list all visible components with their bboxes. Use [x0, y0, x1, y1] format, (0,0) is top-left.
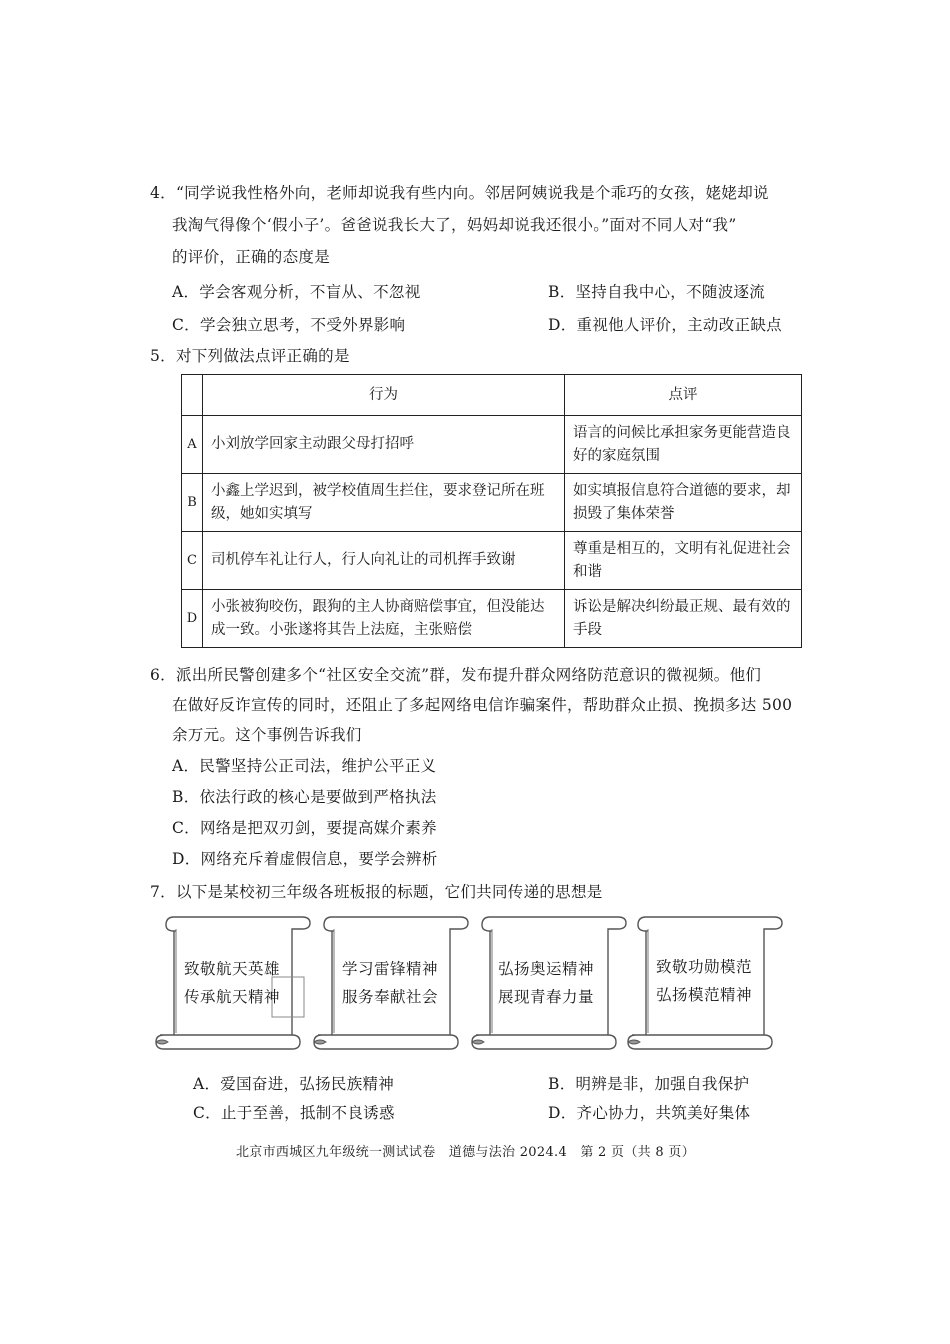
scroll-3-line-2: 展现青春力量 [498, 988, 595, 1006]
q5-row-comment-c: 尊重是相互的，文明有礼促进社会和谐 [565, 532, 802, 590]
q5-row-label-c: C [182, 532, 203, 590]
q5-row-action-b: 小鑫上学迟到，被学校值周生拦住，要求登记所在班级，她如实填写 [203, 474, 565, 532]
q7-stem: 7．以下是某校初三年级各班板报的标题，它们共同传递的思想是 [150, 883, 603, 901]
q7-option-c[interactable]: C．止于至善，抵制不良诱惑 [193, 1104, 395, 1122]
q5-row-label-b: B [182, 474, 203, 532]
q4-stem-line-3: 的评价，正确的态度是 [172, 248, 331, 266]
scroll-2-line-1: 学习雷锋精神 [342, 960, 439, 978]
q5-stem: 5．对下列做法点评正确的是 [150, 347, 350, 365]
table-row [182, 416, 802, 474]
scroll-1-line-2: 传承航天精神 [184, 988, 281, 1006]
scroll-4-line-2: 弘扬模范精神 [656, 986, 753, 1004]
scroll-banner-1 [152, 905, 312, 1055]
q4-option-d[interactable]: D．重视他人评价，主动改正缺点 [548, 316, 782, 334]
q4-option-c[interactable]: C．学会独立思考，不受外界影响 [172, 316, 406, 334]
q5-row-comment-a: 语言的问候比承担家务更能营造良好的家庭氛围 [565, 416, 802, 474]
q7-option-d[interactable]: D．齐心协力，共筑美好集体 [548, 1104, 751, 1122]
q5-row-action-c: 司机停车礼让行人，行人向礼让的司机挥手致谢 [203, 532, 565, 590]
q4-option-b[interactable]: B．坚持自我中心，不随波逐流 [548, 283, 766, 301]
page-footer: 北京市西城区九年级统一测试试卷 道德与法治 2024.4 第 2 页（共 8 页） [236, 1145, 695, 1160]
q5-row-action-a: 小刘放学回家主动跟父母打招呼 [203, 416, 565, 474]
q7-option-a[interactable]: A．爱国奋进，弘扬民族精神 [193, 1075, 395, 1093]
scroll-4-line-1: 致敬功勋模范 [656, 958, 753, 976]
scroll-banner-4 [624, 905, 784, 1055]
q6-option-b[interactable]: B．依法行政的核心是要做到严格执法 [172, 788, 437, 806]
scroll-3-line-1: 弘扬奥运精神 [498, 960, 595, 978]
q4-stem-line-1: 4．“同学说我性格外向，老师却说我有些内向。邻居阿姨说我是个乖巧的女孩，姥姥却说 [150, 184, 769, 202]
q6-stem-line-3: 余万元。这个事例告诉我们 [172, 726, 362, 744]
q5-header-action: 行为 [203, 375, 565, 416]
scroll-2-line-2: 服务奉献社会 [342, 988, 439, 1006]
q5-row-comment-b: 如实填报信息符合道德的要求，却损毁了集体荣誉 [565, 474, 802, 532]
q6-option-a[interactable]: A．民警坚持公正司法，维护公平正义 [172, 757, 437, 775]
table-row [182, 590, 802, 648]
scroll-banner-2 [310, 905, 470, 1055]
q5-table [181, 374, 802, 648]
q6-stem-line-1: 6．派出所民警创建多个“社区安全交流”群，发布提升群众网络防范意识的微视频。他们 [150, 666, 762, 684]
q4-stem-line-2: 我淘气得像个‘假小子’。爸爸说我长大了，妈妈却说我还很小。”面对不同人对“我” [172, 216, 737, 234]
scroll-banner-3 [468, 905, 628, 1055]
table-row [182, 474, 802, 532]
scroll-1-line-1: 致敬航天英雄 [184, 960, 281, 978]
q5-row-action-d: 小张被狗咬伤，跟狗的主人协商赔偿事宜，但没能达成一致。小张遂将其告上法庭，主张赔偿 [203, 590, 565, 648]
q6-option-d[interactable]: D．网络充斥着虚假信息，要学会辨析 [172, 850, 438, 868]
q5-row-label-a: A [182, 416, 203, 474]
q6-option-c[interactable]: C．网络是把双刃剑，要提高媒介素养 [172, 819, 437, 837]
q5-table-corner-cell [182, 375, 203, 416]
q5-row-label-d: D [182, 590, 203, 648]
q5-header-comment: 点评 [565, 375, 802, 416]
q6-stem-line-2: 在做好反诈宣传的同时，还阻止了多起网络电信诈骗案件，帮助群众止损、挽损多达 500 [172, 696, 793, 714]
q4-option-a[interactable]: A．学会客观分析，不盲从、不忽视 [172, 283, 421, 301]
q5-row-comment-d: 诉讼是解决纠纷最正规、最有效的手段 [565, 590, 802, 648]
q5-table-header-row [182, 375, 802, 416]
table-row [182, 532, 802, 590]
q7-option-b[interactable]: B．明辨是非，加强自我保护 [548, 1075, 750, 1093]
scroll-4-title [624, 953, 816, 1009]
